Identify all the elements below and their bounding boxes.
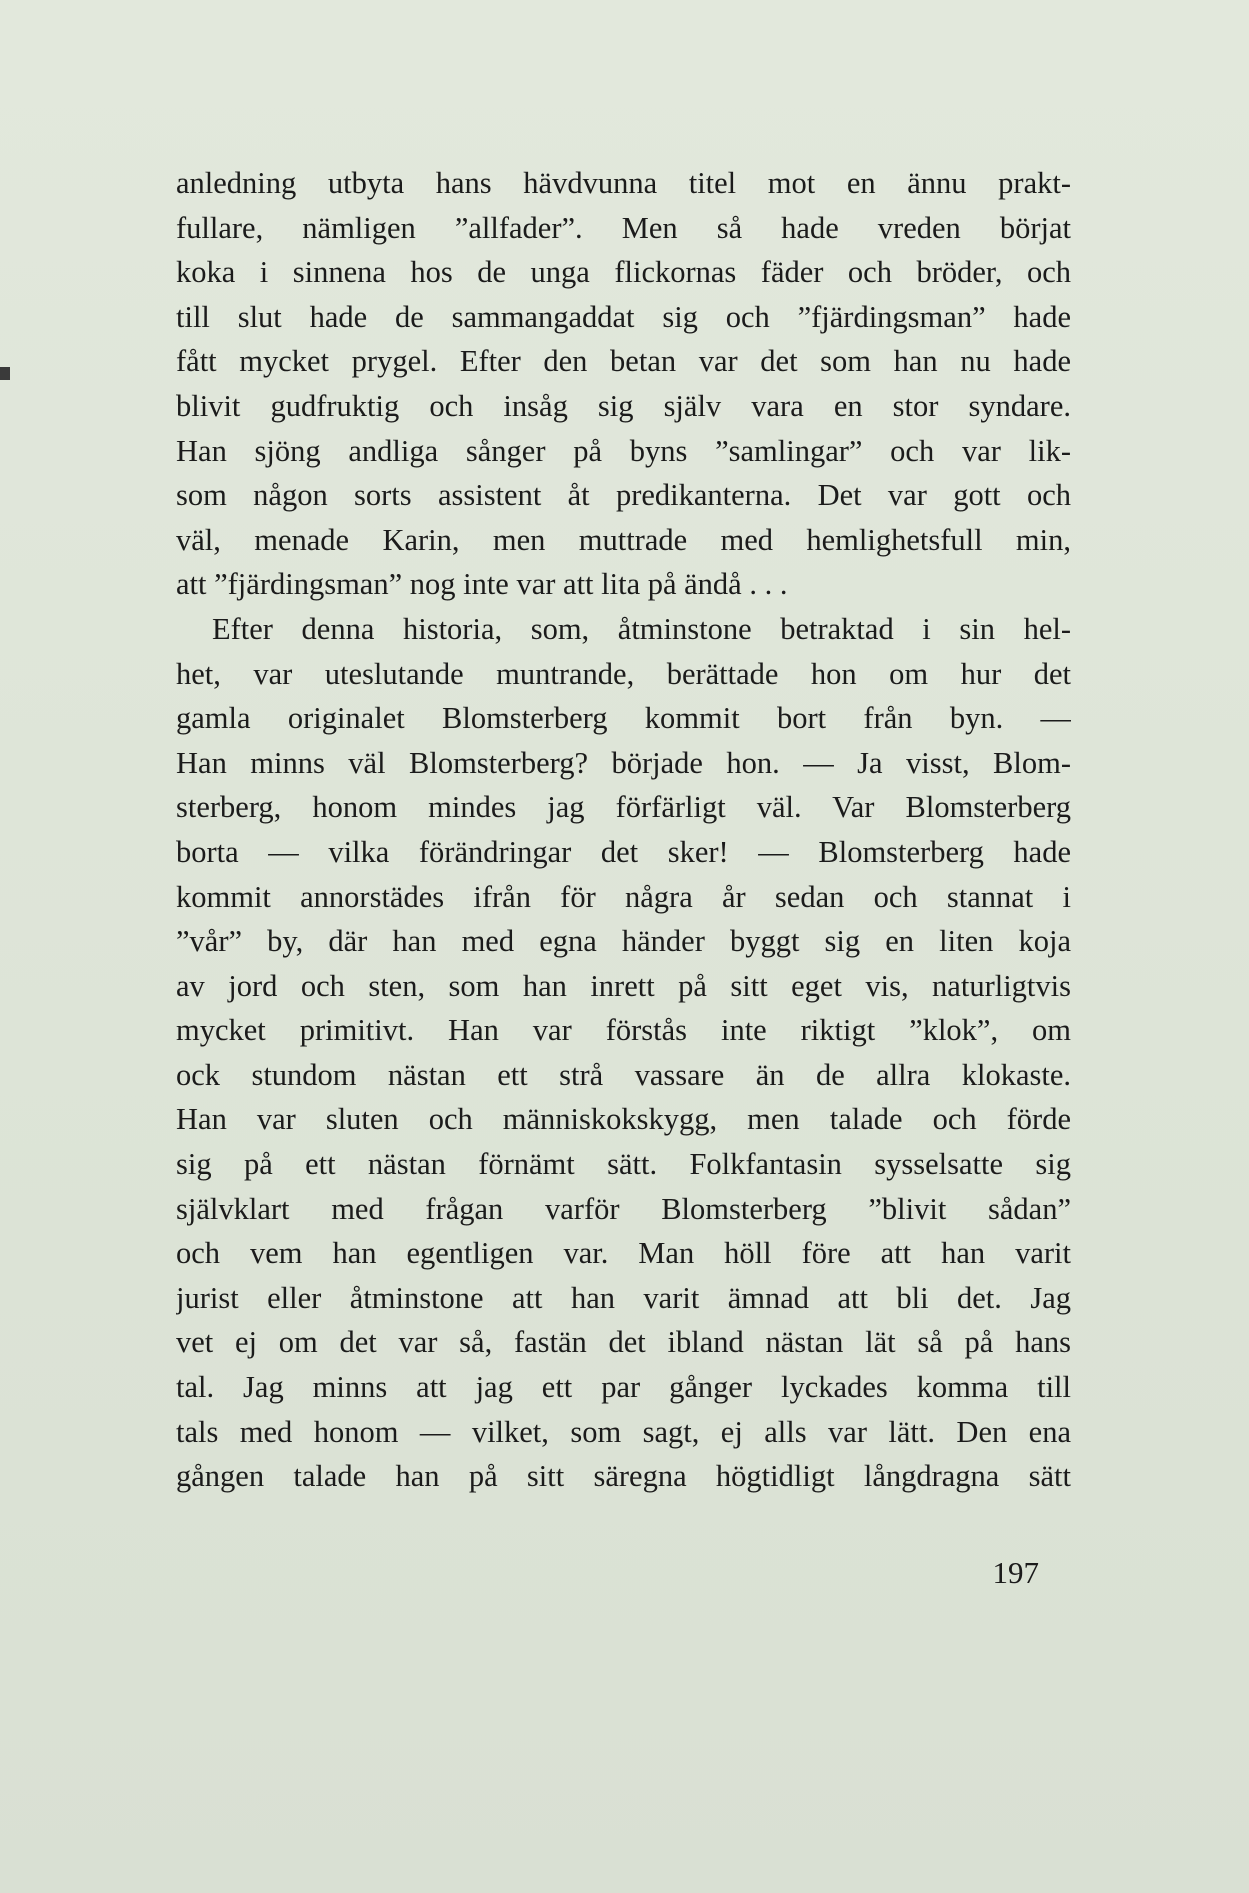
- text-line: sterberg, honom mindes jag förfärligt väl. Var Blomsterberg: [176, 790, 1071, 825]
- text-line: het, var uteslutande muntrande, berättade hon om hur det: [176, 656, 1071, 691]
- text-line: borta — vilka förändringar det sker! — Blomsterberg hade: [176, 834, 1071, 869]
- text-line: koka i sinnena hos de unga flickornas fäder och bröder, och: [176, 255, 1071, 290]
- text-line: sig på ett nästan förnämt sätt. Folkfantasin sysselsatte sig: [176, 1147, 1071, 1182]
- text-line: Han minns väl Blomsterberg? började hon. — Ja visst, Blom-: [176, 745, 1071, 780]
- text-line: Efter denna historia, som, åtminstone betraktad i sin hel-: [212, 611, 1071, 646]
- text-line: ”vår” by, där han med egna händer byggt sig en liten koja: [176, 924, 1071, 959]
- text-line: fullare, nämligen ”allfader”. Men så hade vreden börjat: [176, 210, 1071, 245]
- text-line: kommit annorstädes ifrån för några år sedan och stannat i: [176, 879, 1071, 914]
- text-line: jurist eller åtminstone att han varit ämnad att bli det. Jag: [176, 1280, 1071, 1315]
- text-line: fått mycket prygel. Efter den betan var det som han nu hade: [176, 344, 1071, 379]
- text-line: vet ej om det var så, fastän det ibland nästan lät så på hans: [176, 1325, 1071, 1360]
- text-line: som någon sorts assistent åt predikanterna. Det var gott och: [176, 478, 1071, 513]
- text-line: till slut hade de sammangaddat sig och ”fjärdingsman” hade: [176, 299, 1071, 334]
- body-text: [176, 161, 1071, 1499]
- text-line: gamla originalet Blomsterberg kommit bort från byn. —: [176, 701, 1071, 736]
- text-line: av jord och sten, som han inrett på sitt eget vis, naturligtvis: [176, 968, 1071, 1003]
- text-line: tal. Jag minns att jag ett par gånger lyckades komma till: [176, 1370, 1071, 1405]
- text-line: blivit gudfruktig och insåg sig själv vara en stor syndare.: [176, 388, 1071, 423]
- text-line: och vem han egentligen var. Man höll före att han varit: [176, 1236, 1071, 1271]
- text-line: anledning utbyta hans hävdvunna titel mot en ännu prakt-: [176, 166, 1071, 200]
- paragraph-1: [176, 161, 1071, 607]
- text-line: mycket primitivt. Han var förstås inte riktigt ”klok”, om: [176, 1013, 1071, 1048]
- text-line: ock stundom nästan ett strå vassare än de allra klokaste.: [176, 1057, 1071, 1092]
- scan-margin-mark: [0, 367, 10, 380]
- text-line: Han sjöng andliga sånger på byns ”samlingar” och var lik-: [176, 433, 1071, 468]
- text-line: väl, menade Karin, men muttrade med hemlighetsfull min,: [176, 522, 1071, 557]
- text-line: tals med honom — vilket, som sagt, ej alls var lätt. Den ena: [176, 1414, 1071, 1449]
- paragraph-2: [176, 607, 1071, 1499]
- page-number: 197: [992, 1555, 1039, 1590]
- text-line: gången talade han på sitt säregna högtidligt långdragna sätt: [176, 1459, 1071, 1494]
- text-line: Han var sluten och människokskygg, men talade och förde: [176, 1102, 1071, 1137]
- text-line: självklart med frågan varför Blomsterberg ”blivit sådan”: [176, 1191, 1071, 1226]
- text-line: att ”fjärdingsman” nog inte var att lita på ändå . . .: [176, 567, 788, 602]
